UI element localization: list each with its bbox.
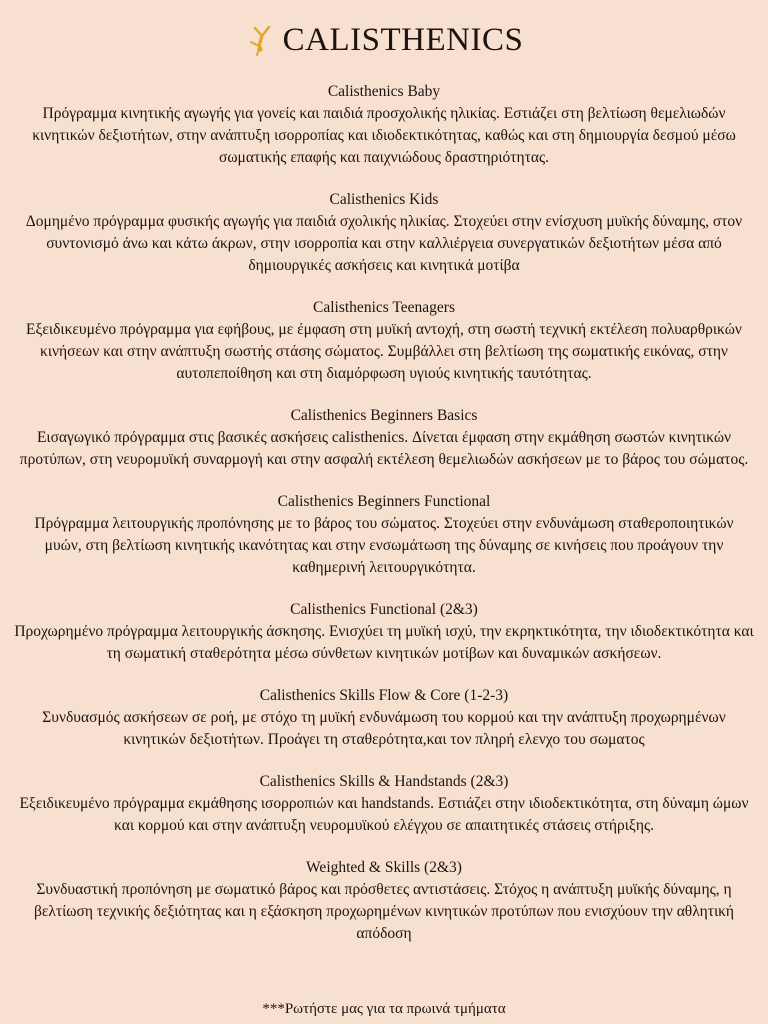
program-description: Προχωρημένο πρόγραμμα λειτουργικής άσκησης. Ενισχύει τη μυϊκή ισχύ, την εκρηκτικότητα, την ιδιοδεκτικότητα και τη σωματική σταθερότητα μέσω σύνθετων κινητικών μοτίβων και δυναμικών ασκήσεων. (14, 623, 754, 662)
program-description: Πρόγραμμα λειτουργικής προπόνησης με το βάρος του σώματος. Στοχεύει στην ενδυνάμωση σταθεροποιητικών μυών, στη βελτίωση κινητικής ικανότητας και στην ενσωμάτωση της δύναμης σε κινήσεις που προάγουν την καθημερινή λειτουργικότητα. (34, 515, 734, 576)
program-title: Weighted & Skills (2&3) (306, 859, 462, 876)
program-section (14, 857, 754, 945)
program-section (14, 297, 754, 385)
program-list (14, 81, 754, 965)
program-description: Συνδυαστική προπόνηση με σωματικό βάρος και πρόσθετες αντιστάσεις. Στόχος η ανάπτυξη μυϊκής δύναμης, η βελτίωση τεχνικής δεξιότητας και η εξάσκηση προχωρημένων κινητικών προτύπων που ενισχύουν την αθλητική απόδοση (33, 881, 735, 942)
gymnast-icon (245, 22, 275, 58)
program-section (14, 81, 754, 169)
program-title: Calisthenics Kids (329, 191, 439, 208)
program-section (14, 405, 754, 471)
program-title: Calisthenics Teenagers (313, 299, 455, 316)
program-section (14, 491, 754, 579)
program-title: Calisthenics Functional (2&3) (290, 601, 478, 618)
page-title: CALISTHENICS (282, 22, 524, 58)
program-section (14, 685, 754, 751)
program-description: Εισαγωγικό πρόγραμμα στις βασικές ασκήσεις calisthenics. Δίνεται έμφαση στην εκμάθηση σωστών κινητικών προτύπων, στη νευρομυϊκή συναρμογή και στην ασφαλή εκτέλεση θεμελιωδών ασκήσεων με το βάρος του σώματος. (19, 429, 749, 468)
header (0, 20, 768, 60)
program-description: Πρόγραμμα κινητικής αγωγής για γονείς και παιδιά προσχολικής ηλικίας. Εστιάζει στη βελτίωση θεμελιωδών κινητικών δεξιοτήτων, στην ανάπτυξη ισορροπίας και ιδιοδεκτικότητας, καθώς και στη δημιουργία δεσμού μέσω σωματικής επαφής και παιχνιώδους δραστηριότητας. (32, 105, 736, 166)
program-description: Εξειδικευμένο πρόγραμμα για εφήβους, με έμφαση στη μυϊκή αντοχή, στη σωστή τεχνική εκτέλεση πολυαρθρικών κινήσεων και στην ανάπτυξη σωστής στάσης σώματος. Συμβάλλει στη βελτίωση της σωματικής εικόνας, στην αυτοπεποίθηση και στη διαμόρφωση υγιούς κινητικής ταυτότητας. (26, 321, 742, 382)
program-title: Calisthenics Skills & Handstands (2&3) (259, 773, 509, 790)
program-title: Calisthenics Beginners Basics (290, 407, 478, 424)
program-section (14, 771, 754, 837)
program-section (14, 189, 754, 277)
program-section (14, 599, 754, 665)
program-description: Συνδυασμός ασκήσεων σε ροή, με στόχο τη μυϊκή ενδυνάμωση του κορμού και την ανάπτυξη προχωρημένων κινητικών δεξιοτήτων. Προάγει τη σταθερότητα,και τον πληρή ελενχο του σωματος (42, 709, 726, 748)
program-title: Calisthenics Beginners Functional (277, 493, 491, 510)
program-title: Calisthenics Skills Flow & Core (1-2-3) (259, 687, 509, 704)
program-description: Δομημένο πρόγραμμα φυσικής αγωγής για παιδιά σχολικής ηλικίας. Στοχεύει στην ενίσχυση μυϊκής δύναμης, στον συντονισμό άνω και κάτω άκρων, στην ισορροπία και στην καλλιέργεια συνεργατικών δεξιοτήτων μέσα από δημιουργικές ασκήσεις και κινητικά μοτίβα (25, 213, 743, 274)
program-description: Εξειδικευμένο πρόγραμμα εκμάθησης ισορροπιών και handstands. Εστιάζει στην ιδιοδεκτικότητα, στη δύναμη ώμων και κορμού και στην ανάπτυξη νευρομυϊκού ελέγχου σε απαιτητικές στάσεις στήριξης. (19, 795, 749, 834)
footer-note: ***Ρωτήστε μας για τα πρωινά τμήματα (262, 1001, 506, 1017)
program-title: Calisthenics Baby (327, 83, 441, 100)
